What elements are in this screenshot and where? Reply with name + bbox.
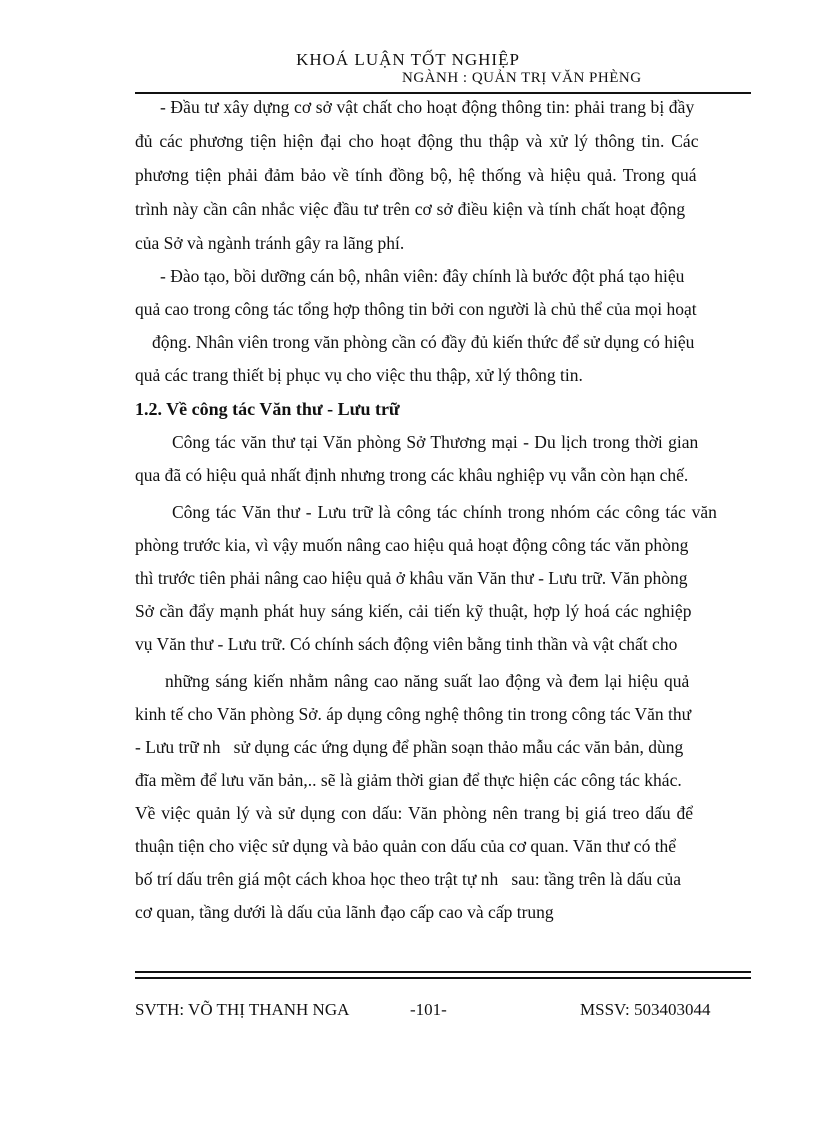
page-number: -101- bbox=[410, 1000, 447, 1019]
body-line: quả cao trong công tác tổng hợp thông tin bởi con người là chủ thể của mọi hoạt bbox=[135, 299, 697, 319]
body-line: cơ quan, tầng dưới là dấu của lãnh đạo cấp cao và cấp trung bbox=[135, 902, 554, 922]
body-line: của Sở và ngành tránh gây ra lãng phí. bbox=[135, 233, 405, 253]
body-line: đĩa mềm để lưu văn bản,.. sẽ là giảm thời gian để thực hiện các công tác khác. bbox=[135, 770, 682, 790]
body-line: đủ các phương tiện hiện đại cho hoạt động thu thập và xử lý thông tin. Các bbox=[135, 131, 699, 151]
body-line: phòng trước kia, vì vậy muốn nâng cao hiệu quả hoạt động công tác văn phòng bbox=[135, 535, 689, 555]
footer-student-name: SVTH: VÕ THỊ THANH NGA bbox=[135, 1000, 350, 1019]
body-line: Sở cần đẩy mạnh phát huy sáng kiến, cải tiến kỹ thuật, hợp lý hoá các nghiệp bbox=[135, 601, 692, 621]
footer-rule-bottom bbox=[135, 977, 751, 979]
body-line: động. Nhân viên trong văn phòng cần có đầy đủ kiến thức để sử dụng có hiệu bbox=[152, 332, 695, 352]
body-line: - Lưu trữ nh sử dụng các ứng dụng để phần soạn thảo mẫu các văn bản, dùng bbox=[135, 737, 684, 757]
body-line: bố trí dấu trên giá một cách khoa học theo trật tự nh sau: tầng trên là dấu của bbox=[135, 869, 681, 889]
body-line: kinh tế cho Văn phòng Sở. áp dụng công nghệ thông tin trong công tác Văn thư bbox=[135, 704, 692, 724]
body-line: thì trước tiên phải nâng cao hiệu quả ở khâu văn Văn thư - Lưu trữ. Văn phòng bbox=[135, 568, 688, 588]
section-heading: 1.2. Về công tác Văn thư - Lưu trữ bbox=[135, 399, 400, 419]
footer-rule-top bbox=[135, 971, 751, 973]
footer-student-id: MSSV: 503403044 bbox=[580, 1000, 711, 1019]
body-line: - Đầu tư xây dựng cơ sở vật chất cho hoạt động thông tin: phải trang bị đầy bbox=[160, 97, 695, 117]
body-line: Công tác Văn thư - Lưu trữ là công tác chính trong nhóm các công tác văn bbox=[172, 502, 717, 522]
body-line: quả các trang thiết bị phục vụ cho việc thu thập, xử lý thông tin. bbox=[135, 365, 583, 385]
body-line: những sáng kiến nhằm nâng cao năng suất lao động và đem lại hiệu quả bbox=[165, 671, 690, 691]
body-line: Về việc quản lý và sử dụng con dấu: Văn phòng nên trang bị giá treo dấu để bbox=[135, 803, 694, 823]
header-subtitle: NGÀNH : QUẢN TRỊ VĂN PHÈNG bbox=[402, 70, 642, 86]
header-title: KHOÁ LUẬN TỐT NGHIỆP bbox=[296, 50, 520, 69]
body-line: Công tác văn thư tại Văn phòng Sở Thương mại - Du lịch trong thời gian bbox=[172, 432, 699, 452]
body-line: trình này cần cân nhắc việc đầu tư trên cơ sở điều kiện và tính chất hoạt động bbox=[135, 199, 686, 219]
body-line: qua đã có hiệu quả nhất định nhưng trong các khâu nghiệp vụ vẫn còn hạn chế. bbox=[135, 465, 689, 485]
body-line: thuận tiện cho việc sử dụng và bảo quản con dấu của cơ quan. Văn thư có thể bbox=[135, 836, 677, 856]
header-rule bbox=[135, 92, 751, 94]
body-line: vụ Văn thư - Lưu trữ. Có chính sách động viên bằng tinh thần và vật chất cho bbox=[135, 634, 678, 654]
body-line: phương tiện phải đảm bảo về tính đồng bộ, hệ thống và hiệu quả. Trong quá bbox=[135, 165, 697, 185]
body-line: - Đào tạo, bồi dưỡng cán bộ, nhân viên: đây chính là bước đột phá tạo hiệu bbox=[160, 266, 685, 286]
